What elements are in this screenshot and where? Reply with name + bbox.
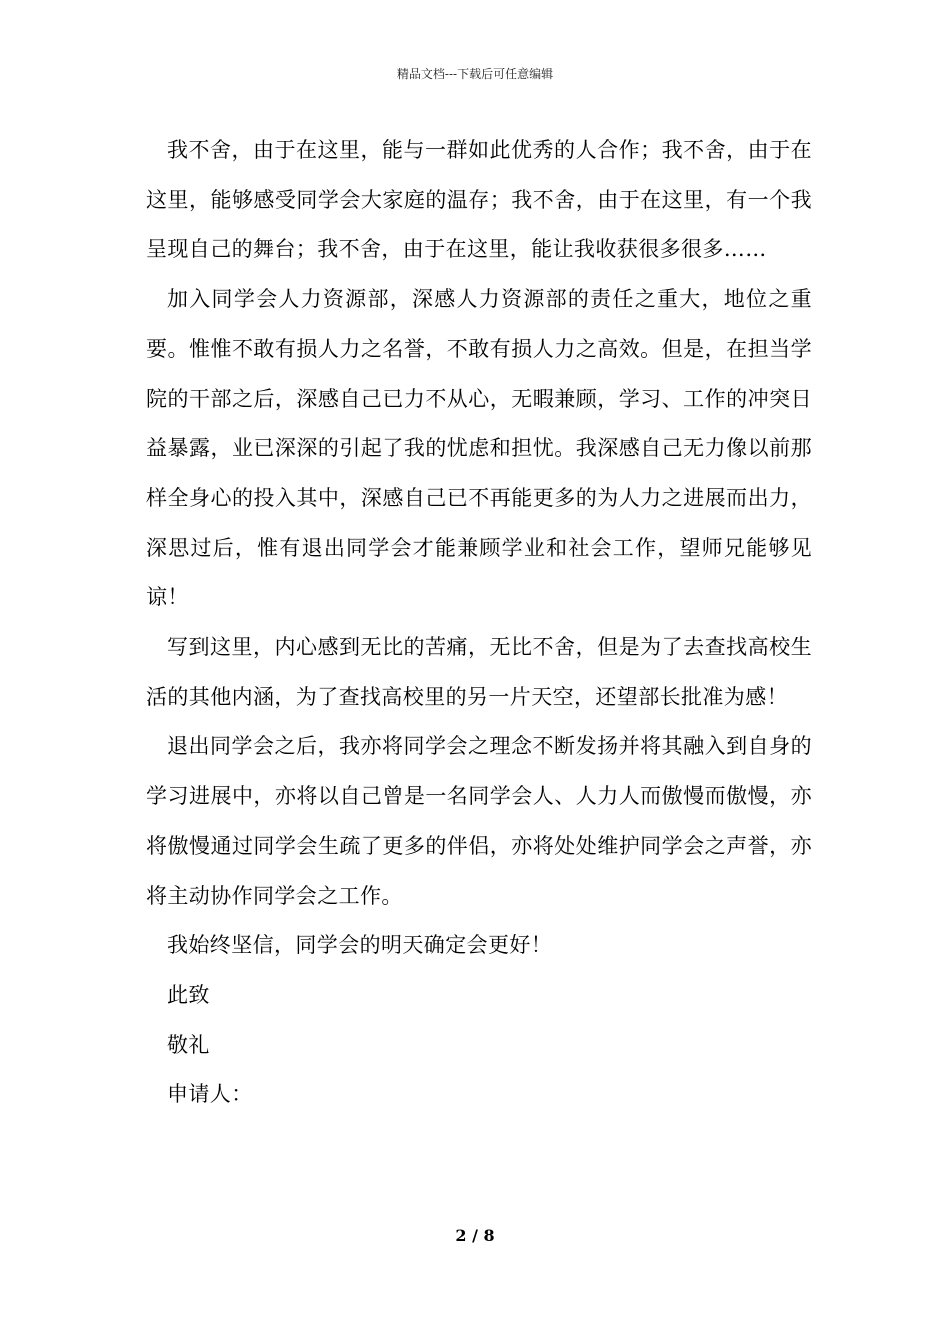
page-header: 精品文档---下载后可任意编辑 <box>396 67 554 81</box>
paragraph: 我始终坚信，同学会的明天确定会更好！ <box>167 933 553 958</box>
paragraph: 退出同学会之后，我亦将同学会之理念不断发扬并将其融入到自身的学习进展中，亦将以自己曾是一名同学会人、人力人而傲慢而傲慢，亦将傲慢通过同学会生疏了更多的伴侣，亦将处处维护同学会之声誉，亦将主动协作同学会之工作。 <box>146 734 812 908</box>
paragraph: 我不舍，由于在这里，能与一群如此优秀的人合作；我不舍，由于在这里，能够感受同学会大家庭的温存；我不舍，由于在这里，有一个我呈现自己的舞台；我不舍，由于在这里，能让我收获很多很多…… <box>146 138 812 262</box>
paragraph: 加入同学会人力资源部，深感人力资源部的责任之重大，地位之重要。惟惟不敢有损人力之名誉，不敢有损人力之高效。但是，在担当学院的干部之后，深感自己已力不从心，无暇兼顾，学习、工作的冲突日益暴露，业已深深的引起了我的忧虑和担忧。我深感自己无力像以前那样全身心的投入其中，深感自己已不再能更多的为人力之进展而出力，深思过后，惟有退出同学会才能兼顾学业和社会工作，望师兄能够见谅！ <box>146 287 812 610</box>
closing-salutation: 此致 <box>167 982 210 1007</box>
paragraph: 写到这里，内心感到无比的苦痛，无比不舍，但是为了去查找高校生活的其他内涵，为了查找高校里的另一片天空，还望部长批准为感！ <box>146 635 812 709</box>
applicant-label: 申请人： <box>167 1082 253 1107</box>
page-number: 2 / 8 <box>455 1226 495 1245</box>
document-body <box>146 126 812 1120</box>
closing-regards: 敬礼 <box>167 1032 210 1057</box>
